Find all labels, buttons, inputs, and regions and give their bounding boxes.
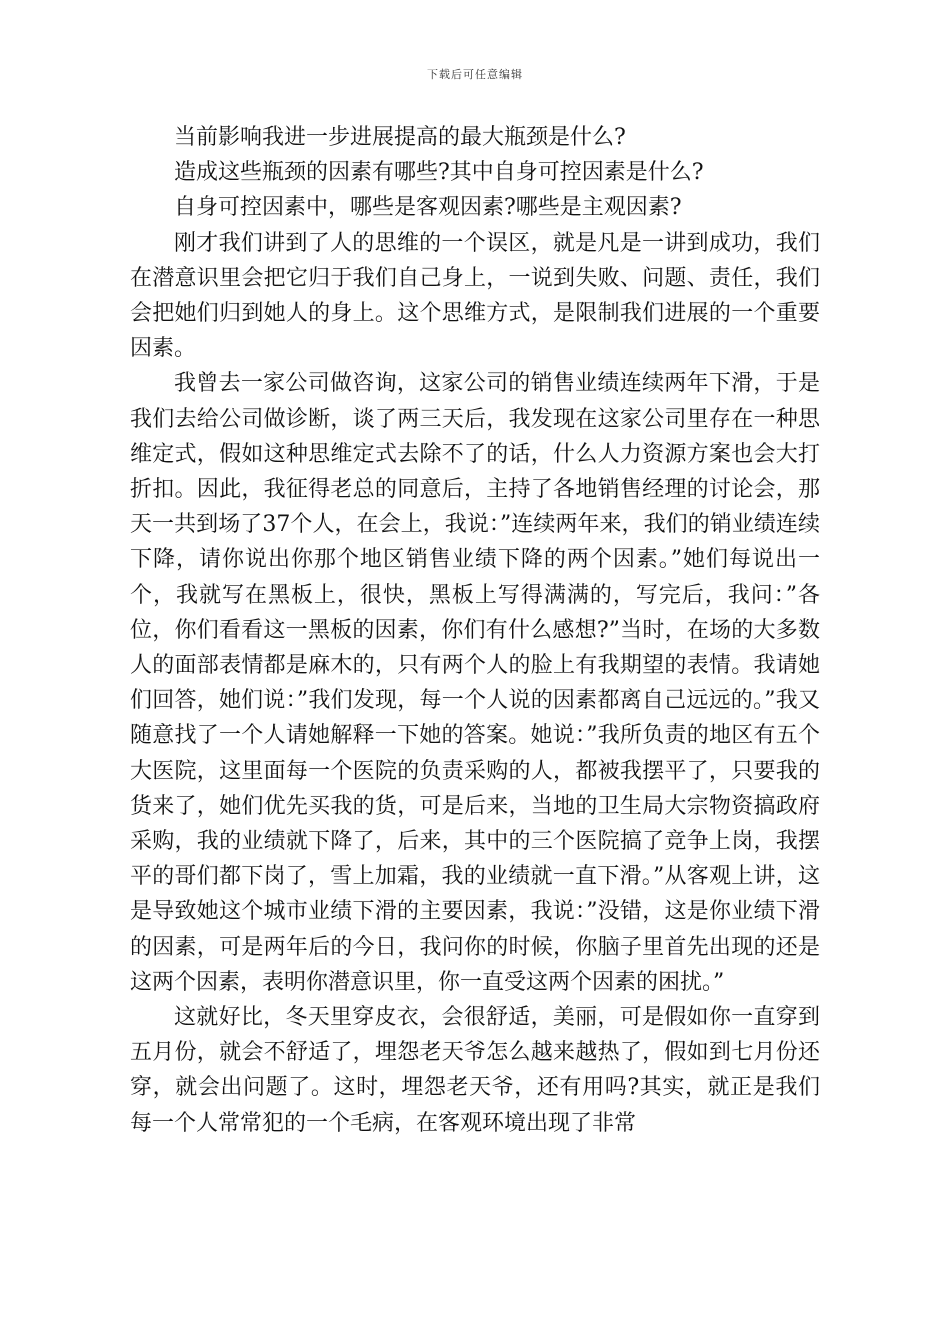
paragraph-thinking-misconception: 刚才我们讲到了人的思维的一个误区，就是凡是一讲到成功，我们在潜意识里会把它归于我们自己身上，一说到失败、问题、责任，我们会把她们归到她人的身上。这个思维方式，是限制我们进展的一个重要因素。	[130, 230, 820, 362]
paragraph-question-2: 造成这些瓶颈的因素有哪些?其中自身可控因素是什么?	[174, 160, 704, 186]
paragraph-question-3: 自身可控因素中，哪些是客观因素?哪些是主观因素?	[174, 195, 682, 221]
paragraph-question-1: 当前影响我进一步进展提高的最大瓶颈是什么?	[174, 125, 626, 150]
paragraph-consulting-story: 我曾去一家公司做咨询，这家公司的销售业绩连续两年下滑，于是我们去给公司做诊断，谈了两三天后，我发现在这家公司里存在一种思维定式，假如这种思维定式去除不了的话，什么人力资源方案也会大打折扣。因此，我征得老总的同意后，主持了各地销售经理的讨论会，那天一共到场了37个人，在会上，我说：”连续两年来，我们的销业绩连续下降，请你说出你那个地区销售业绩下降的两个因素。”她们每说出一个，我就写在黑板上，很快，黑板上写得满满的，写完后，我问：”各位，你们看看这一黑板的因素，你们有什么感想?”当时，在场的大多数人的面部表情都是麻木的，只有两个人的脸上有我期望的表情。我请她们回答，她们说：”我们发现，每一个人说的因素都离自己远远的。”我又随意找了一个人请她解释一下她的答案。她说：”我所负责的地区有五个大医院，这里面每一个医院的负责采购的人，都被我摆平了，只要我的货来了，她们优先买我的货，可是后来，当地的卫生局大宗物资搞政府采购，我的业绩就下降了，后来，其中的三个医院搞了竞争上岗，我摆平的哥们都下岗了，雪上加霜，我的业绩就一直下滑。”从客观上讲，这是导致她这个城市业绩下滑的主要因素，我说：”没错，这是你业绩下滑的因素，可是两年后的今日，我问你的时候，你脑子里首先出现的还是这两个因素，表明你潜意识里，你一直受这两个因素的困扰。”	[130, 371, 820, 995]
document-body	[130, 120, 820, 1141]
paragraph-fur-coat-analogy: 这就好比，冬天里穿皮衣，会很舒适，美丽，可是假如你一直穿到五月份，就会不舒适了，埋怨老天爷怎么越来越热了，假如到七月份还穿，就会出问题了。这时，埋怨老天爷，还有用吗?其实，就正是我们每一个人常常犯的一个毛病，在客观环境出现了非常	[130, 1005, 820, 1136]
page-header: 下载后可任意编辑	[427, 68, 523, 81]
